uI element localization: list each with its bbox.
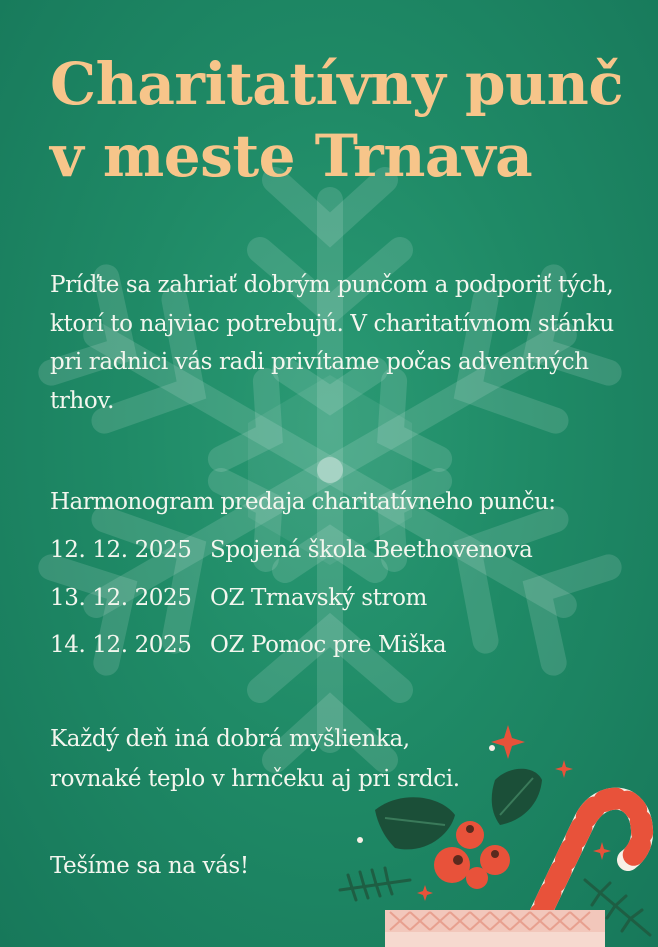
schedule-heading: Harmonogram predaja charitatívneho punču: [50, 489, 556, 515]
candy-cane-icon [535, 799, 642, 925]
title-line-2: v meste Trnava [50, 122, 533, 190]
schedule-organization: OZ Trnavský strom [210, 584, 427, 611]
schedule-row [50, 531, 630, 579]
closing-line-2: rovnaké teplo v hrnčeku aj pri srdci. [50, 766, 460, 792]
schedule-organization: Spojená škola Beethovenova [210, 537, 533, 563]
schedule-organization: OZ Pomoc pre Miška [210, 632, 447, 658]
schedule-date: 12. 12. 2025 [50, 537, 192, 563]
intro-paragraph: Príďte sa zahriať dobrým punčom a podporiť tých, ktorí to najviac potrebujú. V charitatívnom stánku pri radnici vás radi privítame počas adventných trhov. [50, 272, 614, 414]
page-title [50, 48, 640, 192]
mug-icon [385, 910, 605, 947]
schedule-date: 14. 12. 2025 [50, 632, 192, 658]
schedule-date: 13. 12. 2025 [50, 584, 192, 611]
signoff-text: Tešíme sa na vás! [50, 853, 249, 879]
schedule-row [50, 626, 630, 674]
title-line-1: Charitatívny punč [50, 50, 624, 118]
schedule-row [50, 579, 630, 627]
closing-line-1: Každý deň iná dobrá myšlienka, [50, 726, 410, 752]
schedule-list [50, 531, 630, 674]
christmas-decoration [330, 720, 658, 947]
